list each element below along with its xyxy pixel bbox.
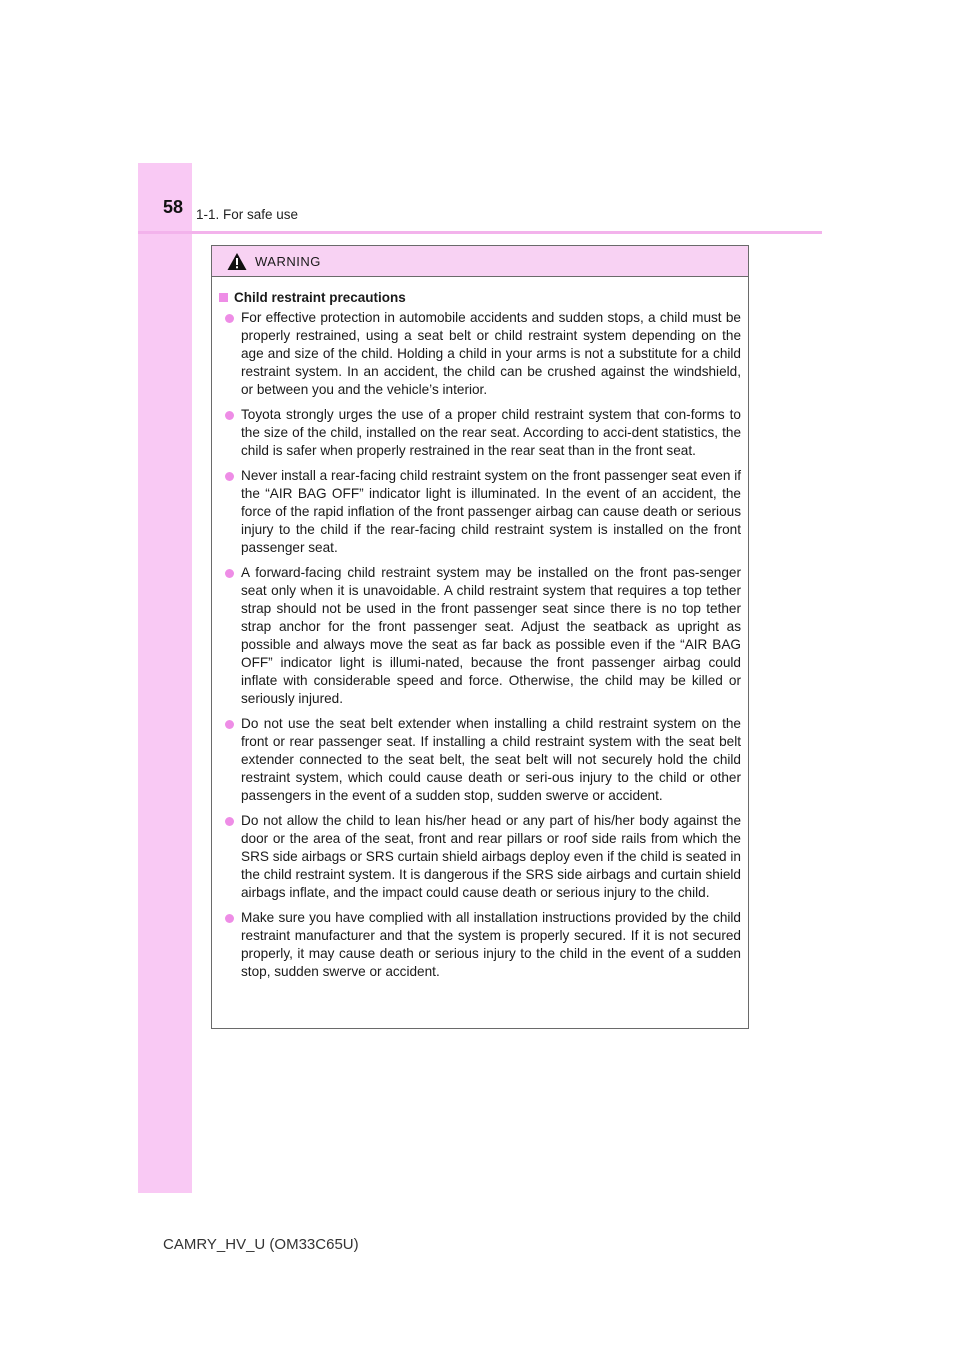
list-item-text: Do not use the seat belt extender when installing a child restraint system on the front or rear passenger seat. If installing a child restraint system with the seat belt extender connected to the seat belt, the seat belt will not securely hold the child restraint system, which could cause death or seri-ous injury to the child or other passengers in the event of a sudden stop, sudden swerve or accident. <box>241 716 741 803</box>
list-item <box>219 309 741 399</box>
bullet-dot-icon <box>225 472 234 481</box>
warning-body <box>212 277 748 981</box>
header-rule <box>138 231 822 234</box>
warning-title: WARNING <box>255 253 321 269</box>
list-item <box>219 909 741 981</box>
bullet-dot-icon <box>225 314 234 323</box>
list-item-text: Toyota strongly urges the use of a proper child restraint system that con-forms to the size of the child, installed on the rear seat. According to acci-dent statistics, the child is safer when properly restrained in the rear seat than in the front seat. <box>241 407 741 458</box>
list-item <box>219 812 741 902</box>
warning-box <box>211 245 749 1029</box>
subheading-text: Child restraint precautions <box>234 290 406 305</box>
warning-subheading <box>219 290 741 305</box>
warning-header <box>212 246 748 277</box>
bullet-dot-icon <box>225 411 234 420</box>
side-tab <box>138 163 192 1193</box>
bullet-dot-icon <box>225 720 234 729</box>
list-item <box>219 406 741 460</box>
list-item-text: Do not allow the child to lean his/her head or any part of his/her body against the door or the area of the seat, front and rear pillars or roof side rails from which the SRS side airbags or SRS curtain shield airbags deploy even if the child is seated in the child restraint system. It is dangerous if the SRS side airbags and curtain shield airbags inflate, and the impact could cause death or serious injury to the child. <box>241 813 741 900</box>
list-item <box>219 467 741 557</box>
list-item-text: Never install a rear-facing child restraint system on the front passenger seat even if the “AIR BAG OFF” indicator light is illuminated. In the event of an accident, the force of the rapid inflation of the front passenger airbag can cause death or serious injury to the child if the rear-facing child restraint system is installed on the front passenger seat. <box>241 468 741 555</box>
bullet-dot-icon <box>225 914 234 923</box>
bullet-dot-icon <box>225 817 234 826</box>
page-number: 58 <box>163 197 184 217</box>
square-bullet-icon <box>219 293 228 302</box>
list-item-text: Make sure you have complied with all installation instructions provided by the child restraint manufacturer and that the system is properly secured. If it is not secured properly, it may cause death or serious injury to the child in the event of a sudden stop, sudden swerve or accident. <box>241 910 741 979</box>
list-item-text: For effective protection in automobile accidents and sudden stops, a child must be properly restrained, using a seat belt or child restraint system depending on the age and size of the child. Holding a child in your arms is not a substitute for a child restraint system. In an accident, the child can be crushed against the windshield, or between you and the vehicle’s interior. <box>241 310 741 397</box>
list-item-text: A forward-facing child restraint system may be installed on the front pas-senger seat only when it is unavoidable. A child restraint system that requires a top tether strap should not be used in the front passenger seat since there is no top tether strap anchor for the front passenger seat. Adjust the seatback as upright as possible and always move the seat as far back as possible even if the “AIR BAG OFF” indicator light is illumi-nated, because the front passenger airbag could inflate with considerable speed and force. Otherwise, the child may be killed or seriously injured. <box>241 565 741 706</box>
bullet-dot-icon <box>225 569 234 578</box>
document-code: CAMRY_HV_U (OM33C65U) <box>163 1236 359 1253</box>
section-label: 1-1. For safe use <box>196 207 299 222</box>
list-item <box>219 715 741 805</box>
warning-triangle-icon <box>227 252 247 271</box>
list-item <box>219 564 741 708</box>
